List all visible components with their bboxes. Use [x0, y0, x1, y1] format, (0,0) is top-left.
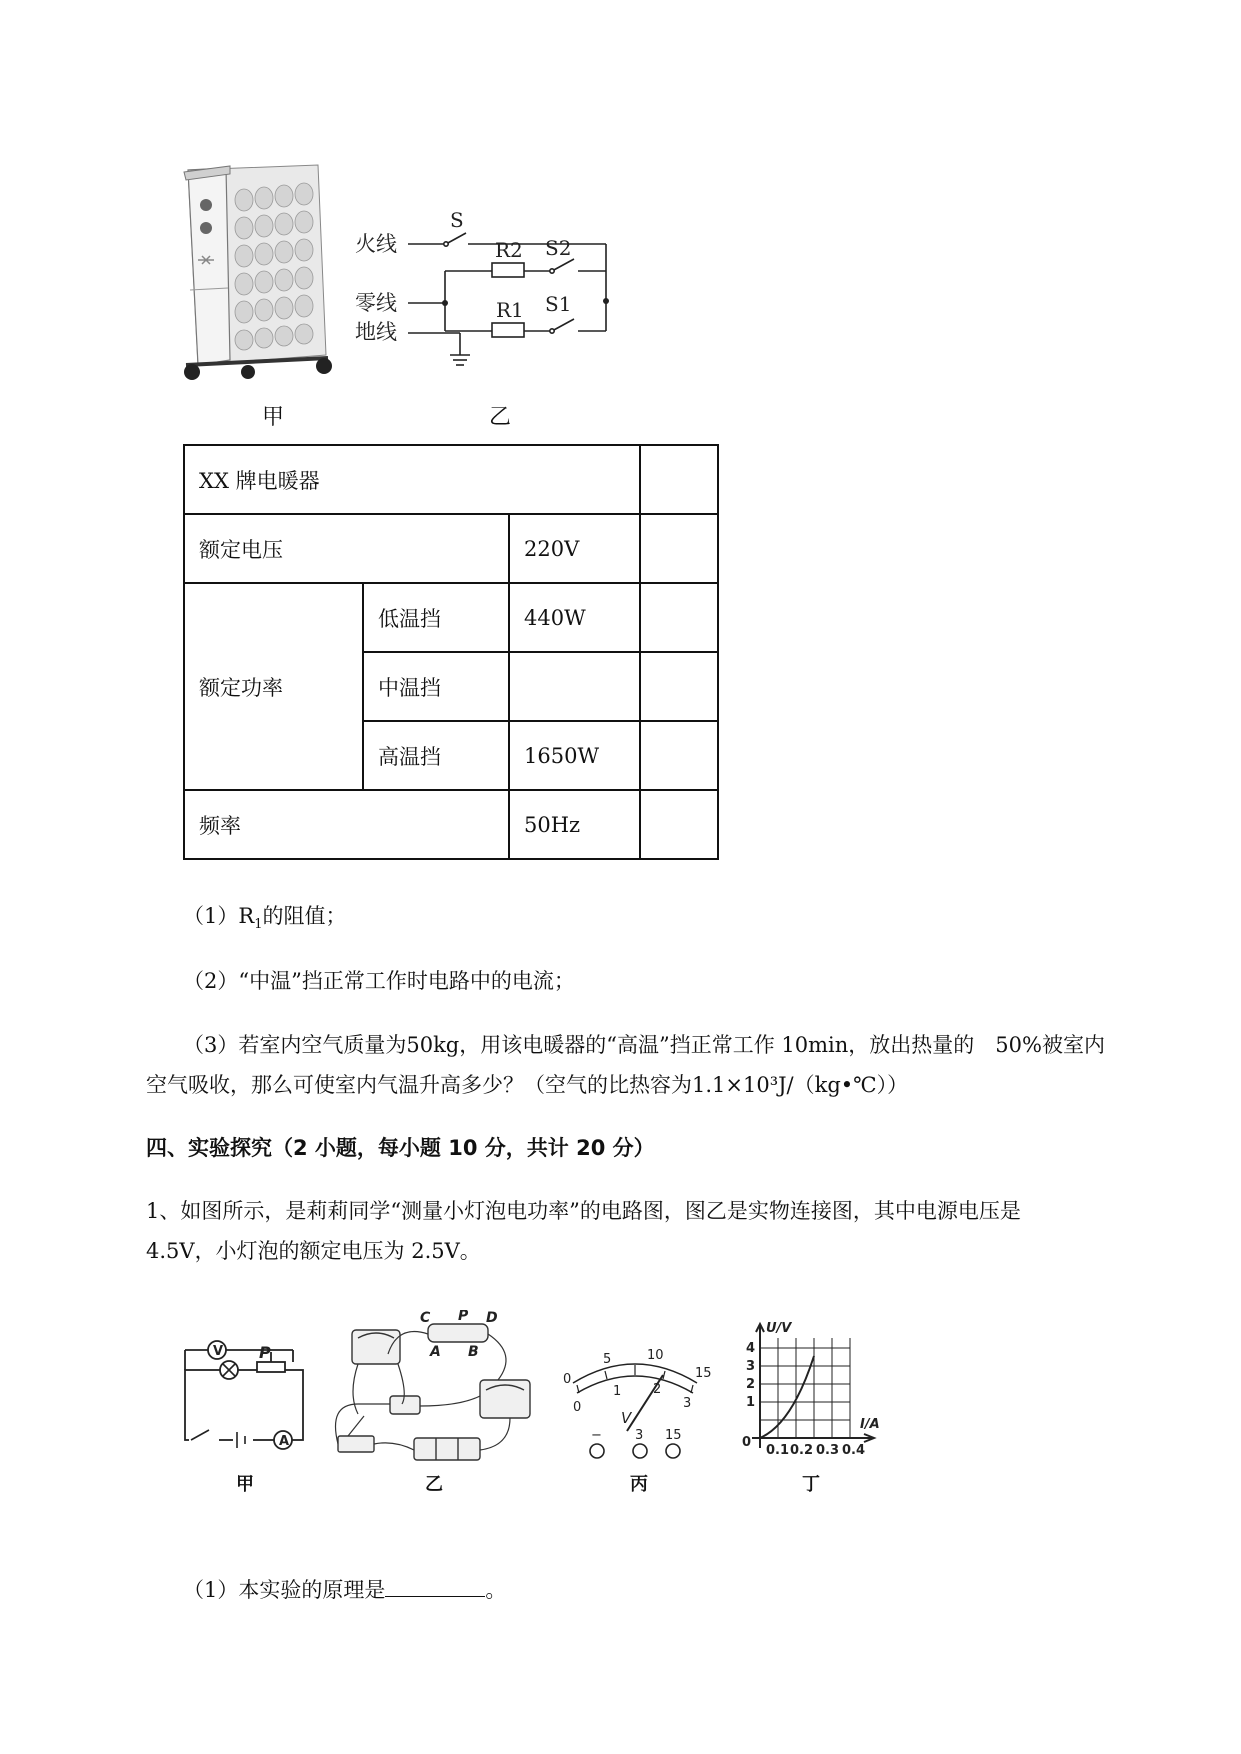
wiring-a-label: A — [430, 1344, 441, 1360]
dial-top-tick-0: 0 — [563, 1372, 572, 1387]
voltmeter-dial — [555, 1335, 715, 1460]
spec-empty-cell — [640, 790, 718, 859]
dial-unit: V — [621, 1409, 632, 1427]
wiring-diagram — [328, 1310, 543, 1475]
graph-ytick-1: 1 — [746, 1395, 756, 1410]
dial-bottom-tick-2: 2 — [653, 1382, 662, 1397]
wiring-p-label: P — [458, 1310, 469, 1324]
spec-empty-cell — [640, 583, 718, 652]
question-3-line-2: 空气吸收，那么可使室内气温升高多少？（空气的比热容为1.1×10³J/（kg•℃）） — [146, 1073, 909, 1097]
spec-power-label: 额定功率 — [184, 583, 363, 790]
schematic-v-label: V — [213, 1344, 224, 1359]
circuit-label-r2: R2 — [495, 238, 523, 262]
circuit-label-s1: S1 — [545, 292, 572, 316]
graph-ytick-4: 4 — [746, 1341, 756, 1356]
dial-terminal-15: 15 — [665, 1428, 682, 1443]
spec-freq-value: 50Hz — [509, 790, 640, 859]
question-1: $(1)R_1$的阻值； — [183, 904, 347, 933]
dial-terminal-circle — [590, 1444, 604, 1458]
spec-high-value: 1650W — [509, 721, 640, 790]
graph-xtick-0.3: 0.3 — [816, 1443, 840, 1458]
dial-top-tick-5: 5 — [603, 1352, 612, 1367]
heater-spec-table — [183, 444, 719, 860]
spec-low-label: 低温挡 — [363, 583, 509, 652]
circuit-label-s: S — [450, 208, 464, 232]
dial-terminal-3: 3 — [635, 1428, 644, 1443]
spec-empty-cell — [640, 514, 718, 583]
spec-voltage-value: 220V — [509, 514, 640, 583]
final-question: （1）本实验的原理是 。 — [183, 1578, 507, 1602]
heater-circuit-diagram — [350, 205, 620, 405]
graph-ytick-3: 3 — [746, 1359, 756, 1374]
circuit-label-neutral: 零线 — [355, 291, 397, 315]
dial-top-tick-15: 15 — [695, 1366, 712, 1381]
dial-terminal-circle — [666, 1444, 680, 1458]
dial-terminal-minus: − — [591, 1428, 602, 1443]
circuit-label-r1: R1 — [496, 298, 524, 322]
dial-bottom-tick-1: 1 — [613, 1384, 622, 1399]
figure2-label-bing: 丙 — [630, 1474, 648, 1495]
answer-blank[interactable] — [385, 1576, 485, 1597]
schematic-p-label: P — [259, 1343, 271, 1362]
spec-title-cell: XX 牌电暖器 — [184, 445, 640, 514]
wiring-d-label: D — [486, 1310, 498, 1326]
dial-bottom-tick-3: 3 — [683, 1396, 692, 1411]
question-2: （2）“中温”挡正常工作时电路中的电流； — [183, 969, 575, 993]
figure1-label-jia: 甲 — [262, 405, 285, 430]
schematic-a-label: A — [279, 1434, 290, 1449]
graph-xlabel: I/A — [860, 1417, 880, 1432]
dial-bottom-tick-0: 0 — [573, 1400, 582, 1415]
spec-freq-label: 频率 — [184, 790, 509, 859]
circuit-label-ground: 地线 — [355, 320, 397, 344]
dial-terminal-circle — [633, 1444, 647, 1458]
lamp-schematic — [175, 1330, 325, 1460]
figure1-label-yi: 乙 — [489, 405, 512, 430]
spec-voltage-label: 额定电压 — [184, 514, 509, 583]
spec-empty-cell — [640, 721, 718, 790]
spec-empty-cell — [640, 652, 718, 721]
spec-empty-cell — [640, 445, 718, 514]
wiring-b-label: B — [468, 1344, 479, 1360]
heater-illustration — [178, 160, 338, 390]
spec-low-value: 440W — [509, 583, 640, 652]
figure2-label-jia: 甲 — [236, 1474, 254, 1495]
dial-top-tick-10: 10 — [647, 1348, 664, 1363]
graph-origin: 0 — [742, 1435, 752, 1450]
graph-ytick-2: 2 — [746, 1377, 756, 1392]
spec-mid-value — [509, 652, 640, 721]
figure2-label-yi: 乙 — [425, 1474, 443, 1495]
section-4-paragraph-line-2: 4.5V，小灯泡的额定电压为 2.5V。 — [146, 1239, 481, 1263]
circuit-label-live: 火线 — [355, 232, 397, 256]
spec-mid-label: 中温挡 — [363, 652, 509, 721]
circuit-label-s2: S2 — [545, 236, 572, 260]
figure2-label-ding: 丁 — [802, 1474, 820, 1495]
ui-graph — [730, 1320, 890, 1465]
question-3-line-1: （3）若室内空气质量为50kg，用该电暖器的“高温”挡正常工作 10min，放出热量的 50%被室内 — [183, 1033, 1105, 1057]
graph-xtick-0.1: 0.1 — [766, 1443, 790, 1458]
graph-xtick-0.2: 0.2 — [790, 1443, 814, 1458]
graph-xtick-0.4: 0.4 — [842, 1443, 866, 1458]
section-4-paragraph-line-1: 1、如图所示，是莉莉同学“测量小灯泡电功率”的电路图，图乙是实物连接图，其中电源电压是 — [146, 1199, 1021, 1223]
wiring-c-label: C — [420, 1310, 431, 1326]
section-4-heading: 四、实验探究（2 小题，每小题 10 分，共计 20 分） — [146, 1136, 655, 1160]
graph-ylabel: U/V — [766, 1321, 792, 1336]
spec-high-label: 高温挡 — [363, 721, 509, 790]
